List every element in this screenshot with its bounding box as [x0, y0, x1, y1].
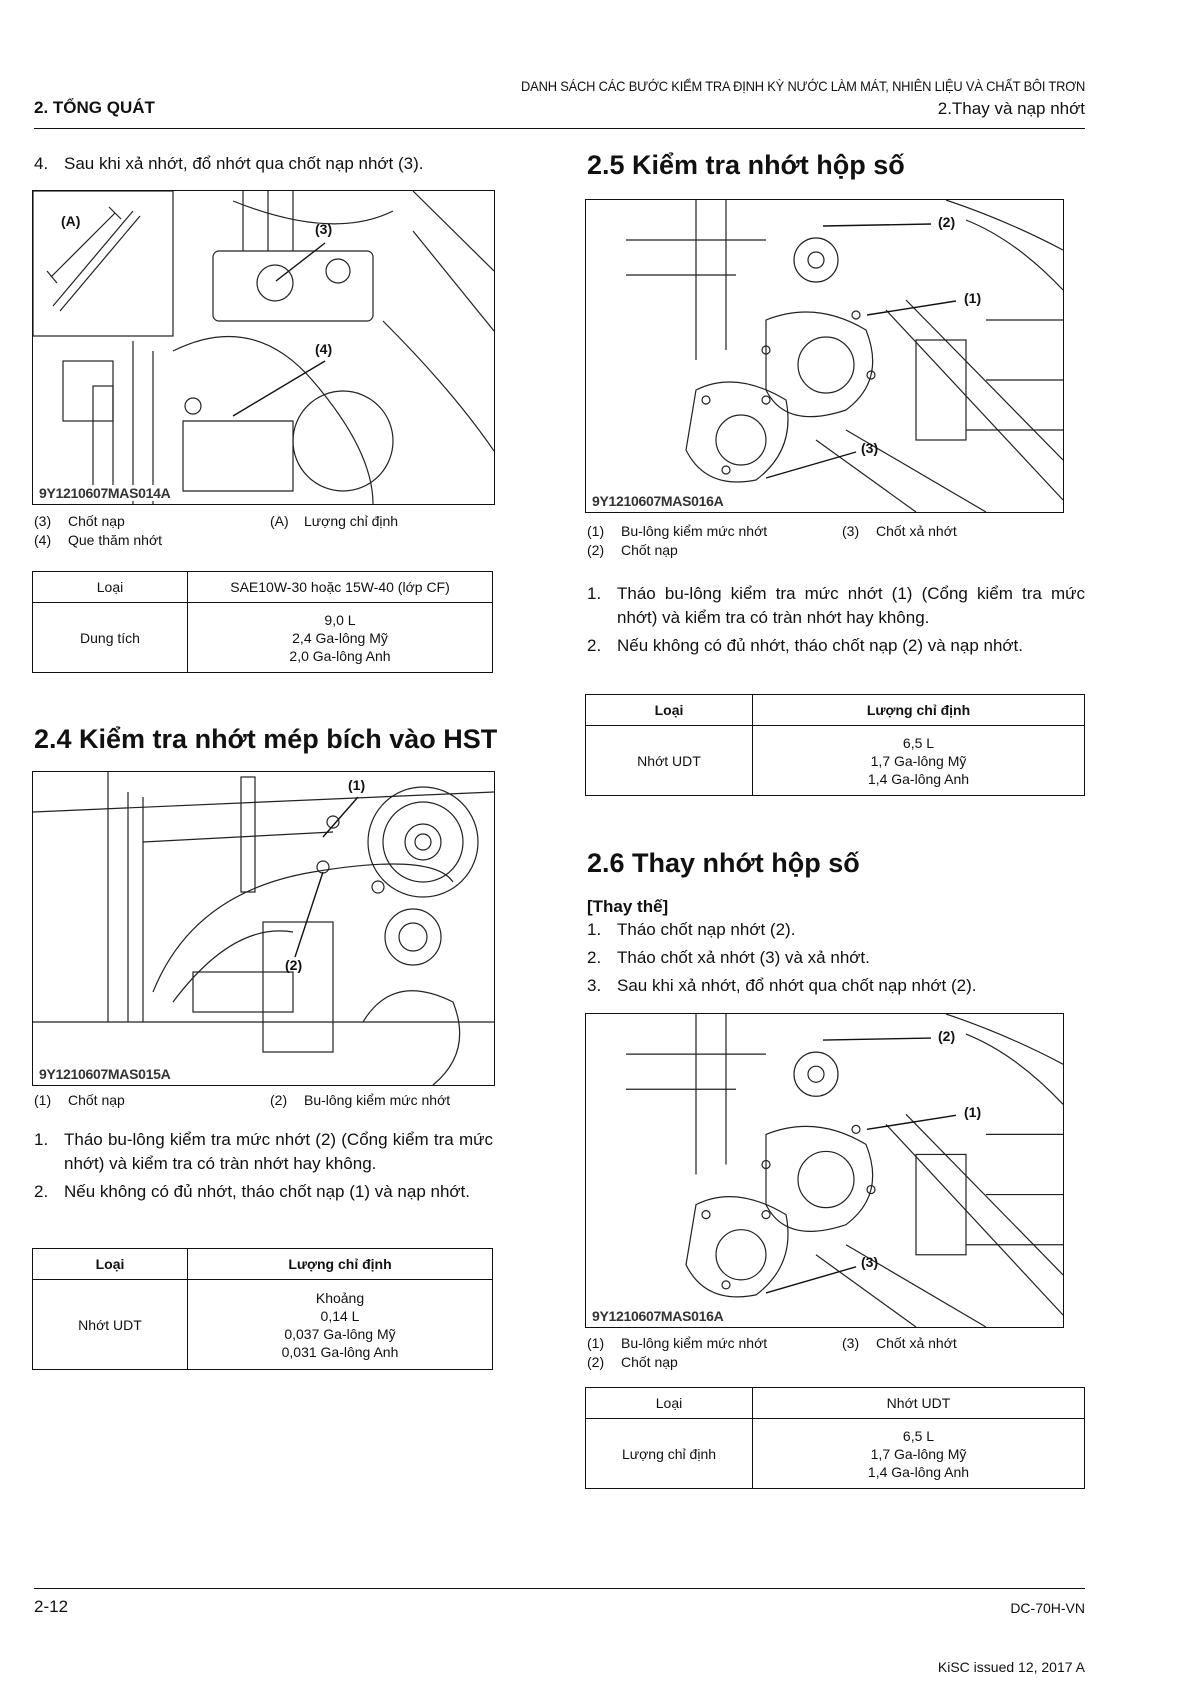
step-item: 1. Tháo chốt nạp nhớt (2).: [587, 920, 796, 939]
step-item: 2. Nếu không có đủ nhớt, tháo chốt nạp (2) và nạp nhớt.: [587, 636, 1024, 655]
heading-2-4: 2.4 Kiểm tra nhớt mép bích vào HST: [34, 724, 498, 754]
document-code: DC-70H-VN: [1010, 1600, 1085, 1616]
engine-illustration: [33, 191, 494, 504]
row-value: 6,5 L 1,7 Ga-lông Mỹ 1,4 Ga-lông Anh: [753, 726, 1085, 796]
figure-gearbox-check: [585, 199, 1064, 513]
gearbox-oil-spec-table: [585, 694, 1085, 796]
callout-1: (1): [348, 777, 366, 793]
row-value: 6,5 L 1,7 Ga-lông Mỹ 1,4 Ga-lông Anh: [753, 1419, 1085, 1489]
gearbox-illustration: [586, 1014, 1063, 1327]
page-number: 2-12: [34, 1597, 69, 1616]
callout-2: (2): [938, 214, 956, 230]
step-item: 3. Sau khi xả nhớt, đổ nhớt qua chốt nạp nhớt (2).: [587, 976, 977, 995]
row-value: Khoảng 0,14 L 0,037 Ga-lông Mỹ 0,031 Ga-lông Anh: [188, 1280, 493, 1370]
col-header: Lượng chỉ định: [188, 1249, 493, 1280]
callout-1: (1): [964, 1104, 982, 1120]
row-value: SAE10W-30 hoặc 15W-40 (lớp CF): [188, 572, 493, 603]
col-header: Loại: [586, 695, 753, 726]
row-label: Dung tích: [33, 603, 188, 673]
gearbox-change-spec-table: [585, 1387, 1085, 1489]
figure-hst-flange: [32, 771, 495, 1086]
legend-item: (2) Chốt nạp: [587, 1354, 678, 1370]
step-text: Sau khi xả nhớt, đổ nhớt qua chốt nạp nhớt (3).: [64, 154, 424, 173]
gearbox-illustration: [586, 200, 1063, 512]
legend-item: (1) Bu-lông kiểm mức nhớt: [587, 1335, 768, 1351]
callout-3: (3): [861, 1254, 879, 1270]
callout-1: (1): [964, 290, 982, 306]
legend-item: (1) Chốt nạp: [34, 1092, 125, 1108]
legend-item: (1) Bu-lông kiểm mức nhớt: [587, 523, 768, 539]
subchapter-title: 2.Thay và nạp nhớt: [937, 99, 1085, 118]
figure-id: 9Y1210607MAS014A: [39, 485, 174, 501]
figure-id: 9Y1210607MAS016A: [592, 1308, 727, 1324]
figure-gearbox-change: [585, 1013, 1064, 1328]
row-label: Nhớt UDT: [586, 726, 753, 796]
hst-illustration: [33, 772, 494, 1085]
step-item: 2. Nếu không có đủ nhớt, tháo chốt nạp (1) và nạp nhớt.: [34, 1182, 471, 1201]
step-item: 1. Tháo bu-lông kiểm tra mức nhớt (2) (Cổng kiểm tra mức nhớt) và kiểm tra có tràn nhớt hay không.: [34, 1130, 493, 1173]
row-label: Loại: [33, 572, 188, 603]
section-title: 2. TỔNG QUÁT: [34, 98, 155, 117]
step-item: 2. Tháo chốt xả nhớt (3) và xả nhớt.: [587, 948, 870, 967]
figure-id: 9Y1210607MAS015A: [39, 1066, 174, 1082]
step-4: [34, 152, 424, 176]
legend-item: (3) Chốt nạp: [34, 513, 125, 529]
subheading-replace: [Thay thế]: [587, 897, 669, 916]
row-label: Nhớt UDT: [33, 1280, 188, 1370]
col-header: Loại: [33, 1249, 188, 1280]
row-value: 9,0 L 2,4 Ga-lông Mỹ 2,0 Ga-lông Anh: [188, 603, 493, 673]
row-value: Nhớt UDT: [753, 1388, 1085, 1419]
legend-item: (4) Que thăm nhớt: [34, 532, 163, 548]
legend-item: (3) Chốt xả nhớt: [842, 1335, 957, 1351]
callout-3: (3): [315, 221, 333, 237]
engine-oil-spec-table: [32, 571, 493, 673]
legend-item: (2) Chốt nạp: [587, 542, 678, 558]
row-label: Lượng chỉ định: [586, 1419, 753, 1489]
steps-2-6: [587, 918, 1085, 1002]
col-header: Lượng chỉ định: [753, 695, 1085, 726]
steps-2-4: [34, 1128, 493, 1208]
chapter-title: DANH SÁCH CÁC BƯỚC KIỂM TRA ĐỊNH KỲ NƯỚC LÀM MÁT, NHIÊN LIỆU VÀ CHẤT BÔI TRƠN: [520, 78, 1085, 94]
row-label: Loại: [586, 1388, 753, 1419]
legend-item: (A) Lượng chỉ định: [270, 513, 399, 529]
steps-2-5: [587, 582, 1085, 662]
callout-3: (3): [861, 440, 879, 456]
figure-id: 9Y1210607MAS016A: [592, 493, 727, 509]
hst-oil-spec-table: [32, 1248, 493, 1370]
callout-2: (2): [285, 957, 303, 973]
heading-2-5: 2.5 Kiểm tra nhớt hộp số: [587, 150, 905, 180]
callout-2: (2): [938, 1028, 956, 1044]
step-item: 1. Tháo bu-lông kiểm tra mức nhớt (1) (Cổng kiểm tra mức nhớt) và kiểm tra có tràn nhớt hay không.: [587, 584, 1085, 627]
issue-note: KiSC issued 12, 2017 A: [937, 1659, 1085, 1675]
step-number: 4.: [34, 154, 49, 173]
header-rule: [34, 128, 1085, 129]
figure-engine-dipstick: [32, 190, 495, 505]
callout-a: (A): [61, 213, 81, 229]
heading-2-6: 2.6 Thay nhớt hộp số: [587, 848, 860, 878]
footer-rule: [34, 1588, 1085, 1589]
legend-item: (2) Bu-lông kiểm mức nhớt: [270, 1092, 451, 1108]
legend-item: (3) Chốt xả nhớt: [842, 523, 957, 539]
callout-4: (4): [315, 341, 333, 357]
